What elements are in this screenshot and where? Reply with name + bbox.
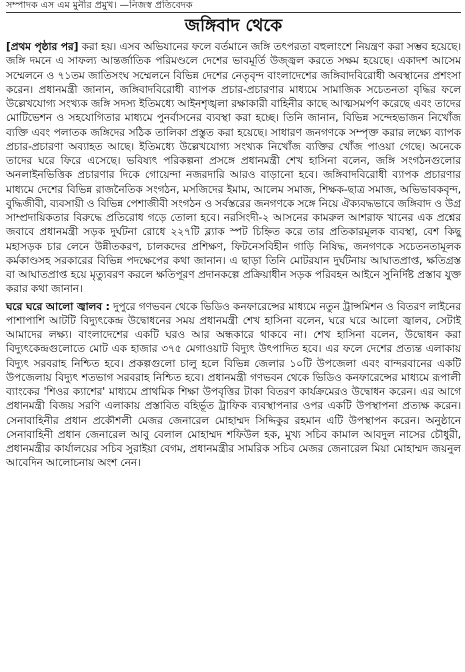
continuation-kicker: [প্রথম পৃষ্ঠার পর] <box>6 41 79 53</box>
paragraph-text: দুপুরে গণভবন থেকে ভিডিও কনফারেন্সের মাধ্যমে নতুন ট্রান্সমিশন ও বিতরণ লাইনের পাশাপাশি আটটি বিদ্যুৎকেন্দ্র উদ্বোধনের সময় প্রধানমন্ত্রী শেখ হাসিনা বলেন, ঘরে ঘরে আলো জ্বালব, সেটাই আমাদের লক্ষ্য। বাংলাদেশের একটি ঘরও আর অন্ধকারে থাকবে না। শেখ হাসিনা বলেন, উদ্বোধন করা বিদ্যুৎকেন্দ্রগুলোতে মোট এক হাজার ৩৭৫ মেগাওয়াট বিদ্যুৎ উৎপাদিত হবে। এর ফলে দেশের প্রত্যন্ত এলাকায় বিদ্যুৎ সরবরাহ নিশ্চিত হবে। প্রকল্পগুলো চালু হলে বিভিন্ন জেলার ১০টি উপজেলা এবং বান্দরবানের একটি উপজেলায় বিদ্যুৎ শতভাগ সরবরাহ নিশ্চিত হবে। প্রধানমন্ত্রী গণভবন থেকে ভিডিও কনফারেন্সের মাধ্যমে রূপালী ব্যাংকের 'শিওর ক্যাশের' মাধ্যমে প্রাথমিক শিক্ষা উপবৃত্তির টাকা বিতরণ কার্যক্রমেরও উদ্বোধন করেন। এর আগে প্রধানমন্ত্রী বিজয় সরণি এলাকায় প্রস্তাবিত বহির্ভূত ট্রাফিক ব্যবস্থাপনার ওপর একটি উপস্থাপনা প্রত্যক্ষ করেন। সেনাবাহিনীর প্রধান প্রকৌশলী মেজর জেনারেল মোহাম্মদ সিদ্দিকুর রহমান এটি উপস্থাপন করেন। অনুষ্ঠানে সেনাবাহিনী প্রধান জেনারেল আবু বেলাল মোহাম্মদ শফিউল হক, মুখ্য সচিব কামাল আবদুল নাসের চৌধুরী, প্রধানমন্ত্রীর কার্যালয়ের সচিব সুরাইয়া বেগম, প্রধানমন্ত্রীর সামরিক সচিব মেজর জেনারেল মিয়া মোহাম্মদ জয়নুল আবেদিন আলোচনায় অংশ নেন। <box>6 300 461 470</box>
paragraph-text: করা হয়। এসব অভিযানের ফলে বর্তমানে জঙ্গি তৎপরতা বহুলাংশে নিয়ন্ত্রণ করা সম্ভব হয়েছে। জঙ্গি দমনে এ সাফল্য আন্তর্জাতিক পরিমণ্ডলে দেশের ভাবমূর্তি উজ্জ্বল করতে সক্ষম হয়েছে। একাদশ আসেম সম্মেলনে ও ৭১তম জাতিসংঘ সম্মেলনে বিভিন্ন দেশের নেতৃবৃন্দ বাংলাদেশের জঙ্গিবাদবিরোধী অবস্থানের প্রশংসা করেন। প্রধানমন্ত্রী জানান, জঙ্গিবাদবিরোধী ব্যাপক প্রচার-প্রচারণার মাধ্যমে সামাজিক সচেতনতা বৃদ্ধির ফলে উল্লেখযোগ্য সংখ্যক জঙ্গি সদস্য ইতিমধ্যে আইনশৃঙ্খলা রক্ষাকারী বাহিনীর কাছে আত্মসমর্পণ করেছে এবং তাদের মোটিভেশন ও সহযোগিতার মাধ্যমে পুনর্বাসনের ব্যবস্থা করা হচ্ছে। তিনি জানান, বিভিন্ন সন্দেহভাজন নিখোঁজ ব্যক্তি এবং পলাতক জঙ্গিদের সঠিক তালিকা প্রস্তুত করা হয়েছে। সাধারণ জনগণকে সম্পৃক্ত করার লক্ষ্যে ব্যাপক প্রচার-প্রচারণা অব্যাহত আছে। ইতিমধ্যে উল্লেখযোগ্য সংখ্যক নিখোঁজ ব্যক্তির খোঁজ পাওয়া গেছে। অনেকে তাদের ঘরে ফিরে এসেছে। ভবিষ্যৎ পরিকল্পনা প্রসঙ্গে প্রধানমন্ত্রী শেখ হাসিনা বলেন, জঙ্গি সংগঠনগুলোর অনলাইনভিত্তিক প্রচারণার দিকে গোয়েন্দা নজরদারি আরও বাড়ানো হবে। জঙ্গিবাদবিরোধী ব্যাপক প্রচারণার মাধ্যমে দেশের বিভিন্ন রাজনৈতিক সংগঠন, মসজিদের ইমাম, আলেম সমাজ, শিক্ষক-ছাত্র সমাজ, অভিভাবকবৃন্দ, বুদ্ধিজীবী, ব্যবসায়ী ও বিভিন্ন পেশাজীবী সংগঠন ও সর্বস্তরের জনগণকে সঙ্গে নিয়ে ঐক্যবদ্ধভাবে জঙ্গিবাদ ও উগ্র সাম্প্রদায়িকতার বিরুদ্ধে প্রতিরোধ গড়ে তোলা হবে। নরসিংদী-২ আসনের কামরুল আশরাফ খানের এক প্রশ্নের জবাবে প্রধানমন্ত্রী সড়ক দুর্ঘটনা রোধে ২২৭টি ব্ল্যাক স্পট চিহ্নিত করে তার প্রতিকারমূলক ব্যবস্থা, বেশ কিছু মহাসড়ক চার লেনে উন্নীতকরণ, চালকদের প্রশিক্ষণ, ফিটনেসবিহীন গাড়ি নিষিদ্ধ, জনগণকে সচেতনতামূলক কর্মকাণ্ডসহ সরকারের বিভিন্ন পদক্ষেপের কথা জানান। এ ছাড়া তিনি মোটরযান দুর্ঘটনায় আঘাতপ্রাপ্ত, ক্ষতিগ্রস্ত বা আঘাতপ্রাপ্ত হয়ে মৃত্যুবরণ করলে ক্ষতিপূরণ প্রদানকল্পে প্রক্রিয়াধীন সড়ক পরিবহন আইনে সুনির্দিষ্ট প্রস্তাব যুক্ত করার কথা জানান। <box>6 41 461 296</box>
article-paragraph <box>6 300 461 471</box>
article-body <box>6 40 461 471</box>
subheading: ঘরে ঘরে আলো জ্বালব : <box>6 300 110 313</box>
article-headline: জঙ্গিবাদ থেকে <box>184 16 283 36</box>
masthead-strip: সম্পাদক এস এম মুনীর প্রমুখ। —নিজস্ব প্রতিবেদক <box>6 0 461 13</box>
article-paragraph <box>6 40 461 297</box>
